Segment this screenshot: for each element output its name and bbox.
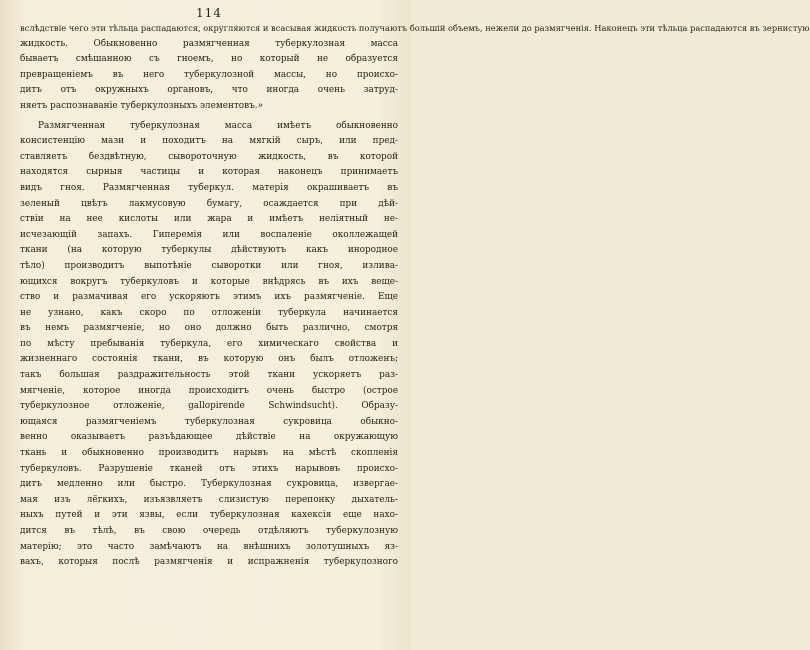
text-line: тѣло) производитъ выпотѣніе сыворотки или гноя, излива- — [20, 260, 398, 271]
text-line: ткань и обыкновенно производитъ нарывъ на мѣстѣ скопленія — [20, 448, 398, 459]
text-line: туберкуловъ. Разрушеніе тканей отъ этихъ нарывовъ происхо- — [20, 463, 398, 474]
text-line: ствіи на нее кислоты или жара и имѣетъ неліятный не- — [20, 214, 398, 225]
text-line: видъ гноя. Размягченная туберкул. матерія окрашиваетъ въ — [20, 182, 398, 193]
text-line: по мѣсту пребыванія туберкула, его химическаго свойства и — [20, 338, 398, 349]
paragraph-1 — [20, 21, 810, 115]
text-line: въ немъ размягченіе, но оно должно быть различно, смотря — [20, 323, 398, 334]
text-line: ство и размачивая его ускоряютъ этимъ ихъ размягченіе. Еще — [20, 292, 398, 303]
text-line: вслѣдствіе чего эти тѣльца распадаются, округляются и всасывая жидкость получаютъ большій объемъ, нежели до размягченія. Наконецъ эти тѣльца распадаются въ зернистую — [20, 23, 810, 33]
text-line: няетъ распознаваніе туберкулозныхъ элементовъ.» — [20, 100, 264, 111]
text-line: ставляетъ бездвѣтную, сывороточную жидкость, въ которой — [20, 151, 398, 162]
text-line: ющаяся размягченіемъ туберкулозная сукровица обыкно- — [20, 416, 398, 427]
text-line: мягченіе, которое иногда происходитъ очень быстро (острое — [20, 385, 398, 396]
text-line: венно оказываетъ разъѣдающее дѣйствіе на окружающую — [20, 432, 398, 443]
text-line: дитъ отъ окружныхъ органовъ, что иногда очень затруд- — [20, 85, 398, 96]
paragraph-2 — [20, 119, 398, 571]
text-line: жидкость. Обыкновенно размягченная туберкулозная масса — [20, 38, 398, 49]
text-line: жизненнаго состоянія ткани, въ которую онъ былъ отложенъ; — [20, 354, 398, 365]
text-line: ющихся вокругъ туберкуловъ и которые внѣдрясь въ ихъ веще- — [20, 276, 398, 287]
text-line: дитъ медленно или быстро. Туберкулозная сукровица, извергае- — [20, 479, 398, 490]
text-line: находятся сырныя частицы и которая наконецъ принимаетъ — [20, 167, 398, 178]
text-line: превращеніемъ въ него туберкулозной массы, но происхо- — [20, 69, 398, 80]
text-line: вахъ, которыя послѣ размягченія и испражненія туберкулозного — [20, 557, 398, 568]
text-line: дится въ тѣлѣ, въ свою очередь отдѣляютъ туберкулозную — [20, 526, 398, 536]
text-line: ныхъ путей и эти язвы, если туберкулозная кахексія еще нахо- — [20, 510, 398, 521]
text-line: бываетъ смѣшанною съ гноемъ, но который не образуется — [20, 54, 398, 65]
text-line: Размягченная туберкулозная масса имѣетъ обыкновенно — [38, 120, 398, 131]
text-line: исчезающій запахъ. Гиперемія или воспаленіе околлежащей — [20, 229, 398, 240]
text-line: зеленый цвѣтъ лакмусовую бумагу, осаждается при дѣй- — [20, 198, 398, 209]
text-line: ткани (на которую туберкулы дѣйствуютъ какъ инородное — [20, 245, 398, 256]
text-line: не узнано, какъ скоро по отложеніи туберкула начинается — [20, 307, 398, 318]
text-line: туберкулозное отложеніе, gallopirende Schwindsucht). Образу- — [20, 401, 398, 412]
text-line: матерію; это часто замѣчаютъ на внѣшнихъ золотушныхъ яз- — [20, 541, 398, 552]
text-line: мая изъ лёгкихъ, изъязвляетъ слизистую перепонку дыхатель- — [20, 494, 398, 505]
text-line: консистенцію мази и походитъ на мягкій сыръ, или пред- — [20, 136, 398, 147]
page-number: 114 — [196, 6, 222, 20]
text-line: такъ большая раздражительность этой ткани ускоряетъ раз- — [20, 370, 398, 381]
